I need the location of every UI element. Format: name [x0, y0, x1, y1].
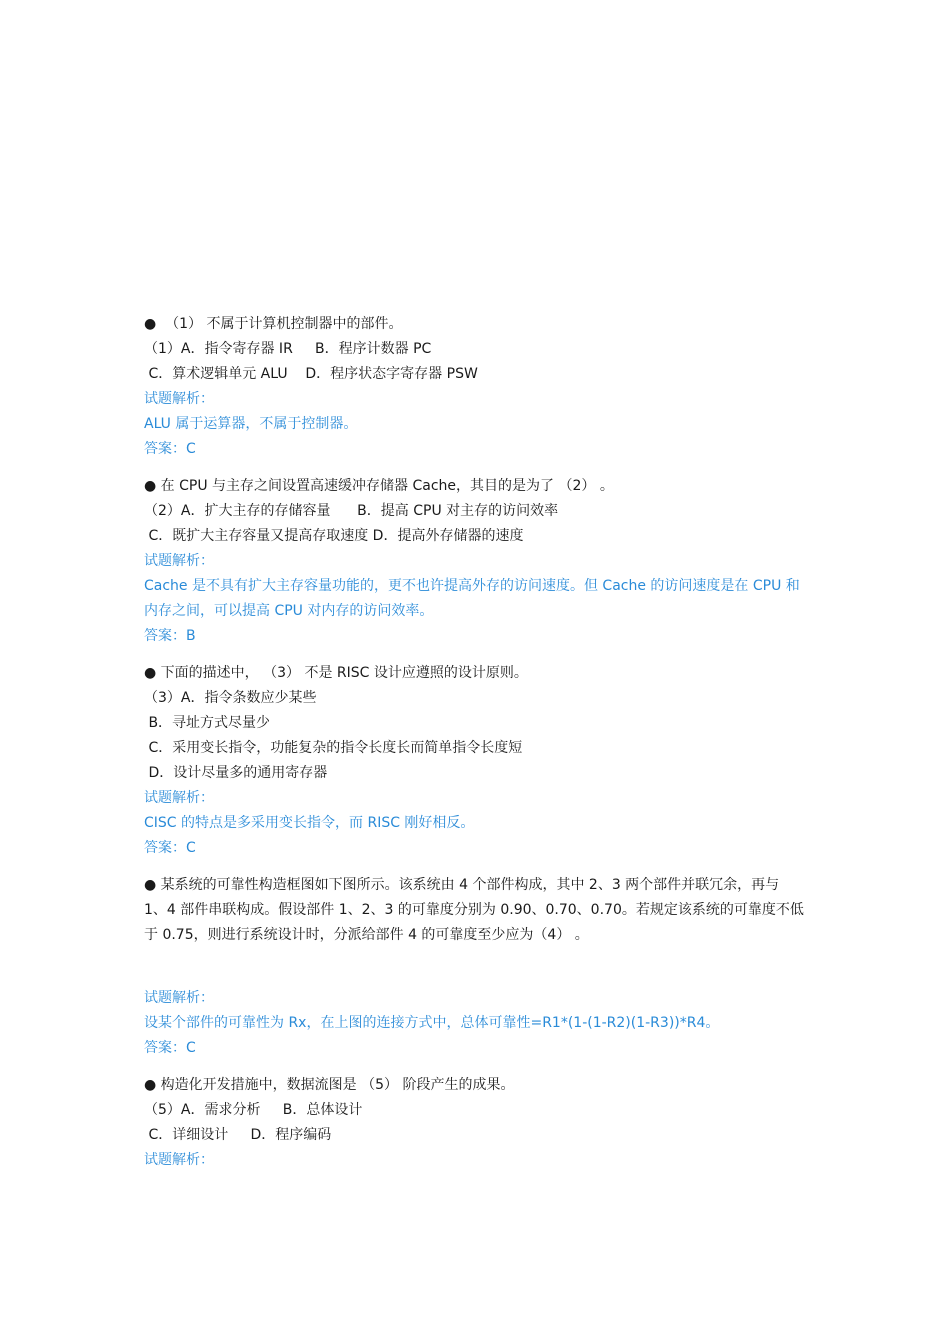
exam-page [144, 312, 824, 1173]
question-option: （2）A．扩大主存的存储容量 B．提高 CPU 对主存的访问效率 [144, 503, 559, 519]
analysis-text: 设某个部件的可靠性为 Rx，在上图的连接方式中，总体可靠性=R1*(1-(1-R2)(1-R3))*R4。 [144, 1015, 720, 1031]
question-4 [144, 873, 824, 1061]
answer-text: 答案：C [144, 1040, 196, 1056]
question-3 [144, 661, 824, 861]
question-option: D．设计尽量多的通用寄存器 [144, 765, 328, 781]
analysis-label: 试题解析： [144, 553, 214, 569]
answer-text: 答案：C [144, 840, 196, 856]
question-stem: ● 下面的描述中， （3） 不是 RISC 设计应遵照的设计原则。 [144, 665, 528, 681]
question-stem: ● 构造化开发措施中，数据流图是 （5） 阶段产生的成果。 [144, 1077, 515, 1093]
analysis-label: 试题解析： [144, 1152, 214, 1168]
question-option: （5）A．需求分析 B．总体设计 [144, 1102, 363, 1118]
question-option: C．详细设计 D．程序编码 [144, 1127, 332, 1143]
question-stem: 1、4 部件串联构成。假设部件 1、2、3 的可靠度分别为 0.90、0.70、0.70。若规定该系统的可靠度不低 [144, 902, 804, 918]
analysis-label: 试题解析： [144, 790, 214, 806]
question-stem: 于 0.75，则进行系统设计时，分派给部件 4 的可靠度至少应为（4） 。 [144, 927, 589, 943]
analysis-text: 内存之间，可以提高 CPU 对内存的访问效率。 [144, 603, 434, 619]
question-5 [144, 1073, 824, 1173]
question-stem: ● （1） 不属于计算机控制器中的部件。 [144, 316, 403, 332]
question-stem: ● 某系统的可靠性构造框图如下图所示。该系统由 4 个部件构成，其中 2、3 两个部件并联冗余，再与 [144, 877, 780, 893]
analysis-label: 试题解析： [144, 391, 214, 407]
answer-text: 答案：B [144, 628, 196, 644]
question-option: C．算术逻辑单元 ALU D．程序状态字寄存器 PSW [144, 366, 478, 382]
question-option: （3）A．指令条数应少某些 [144, 690, 317, 706]
question-option: （1）A．指令寄存器 IR B．程序计数器 PC [144, 341, 432, 357]
answer-text: 答案：C [144, 441, 196, 457]
question-stem: ● 在 CPU 与主存之间设置高速缓冲存储器 Cache，其目的是为了 （2） 。 [144, 478, 614, 494]
question-option: B．寻址方式尽量少 [144, 715, 271, 731]
question-option: C．采用变长指令，功能复杂的指令长度长而简单指令长度短 [144, 740, 523, 756]
question-option: C．既扩大主存容量又提高存取速度 D．提高外存储器的速度 [144, 528, 524, 544]
analysis-text: ALU 属于运算器，不属于控制器。 [144, 416, 358, 432]
question-2 [144, 474, 824, 649]
question-1 [144, 312, 824, 462]
analysis-text: CISC 的特点是多采用变长指令，而 RISC 刚好相反。 [144, 815, 475, 831]
analysis-text: Cache 是不具有扩大主存容量功能的，更不也许提高外存的访问速度。但 Cache 的访问速度是在 CPU 和 [144, 578, 800, 594]
analysis-label: 试题解析： [144, 990, 214, 1006]
